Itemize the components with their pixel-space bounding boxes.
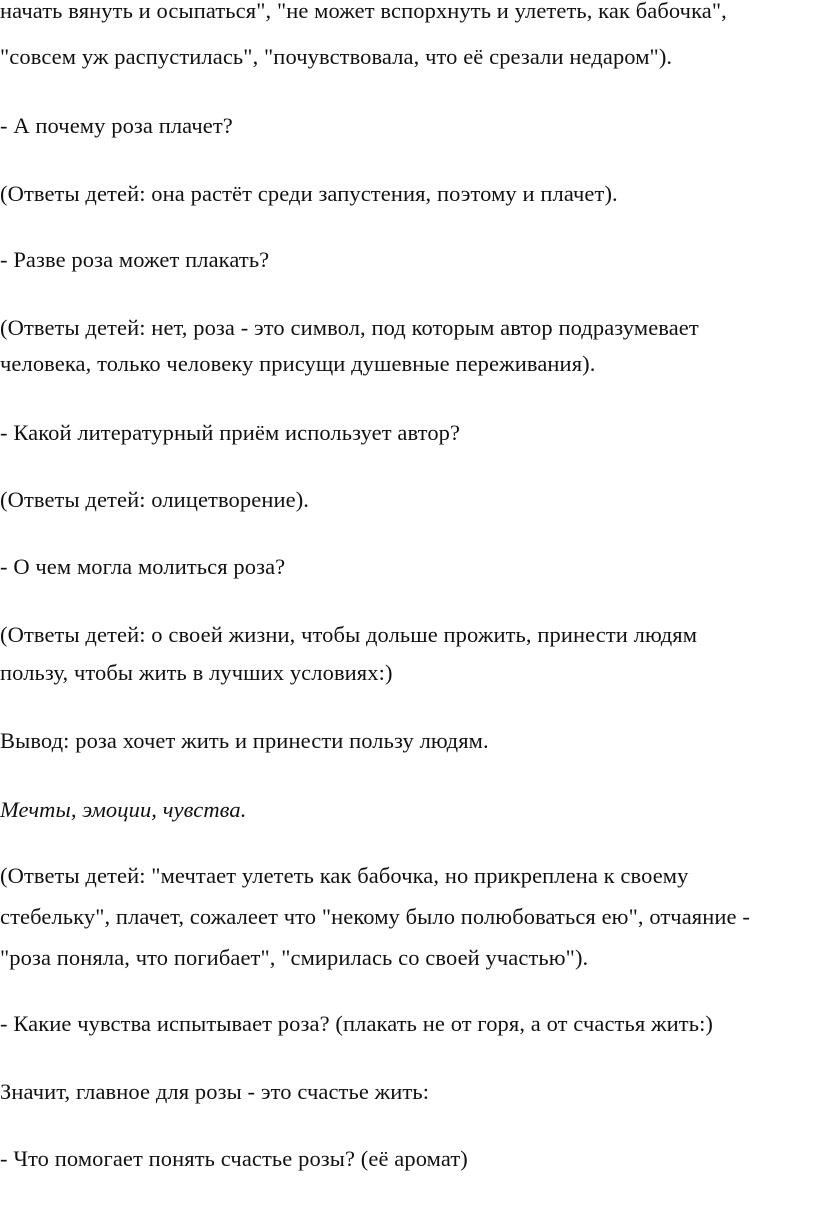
answer-line: (Ответы детей: она растёт среди запустения, поэтому и плачет). — [0, 181, 618, 206]
answer-line: (Ответы детей: "мечтает улететь как бабочка, но прикреплена к своему — [0, 863, 689, 888]
text-line: Значит, главное для розы - это счастье жить: — [0, 1079, 430, 1104]
answer-line: (Ответы детей: нет, роза - это символ, под которым автор подразумевает — [0, 315, 699, 340]
question-line: - Разве роза может плакать? — [0, 247, 270, 272]
answer-line: (Ответы детей: о своей жизни, чтобы дольше прожить, принести людям — [0, 622, 698, 647]
section-heading: Мечты, эмоции, чувства. — [0, 797, 247, 822]
answer-line: пользу, чтобы жить в лучших условиях:) — [0, 660, 393, 685]
text-line: начать вянуть и осыпаться", "не может вспорхнуть и улететь, как бабочка", — [0, 0, 727, 23]
question-line: - О чем могла молиться роза? — [0, 554, 286, 579]
answer-line: "роза поняла, что погибает", "смирилась со своей участью"). — [0, 945, 589, 970]
conclusion-line: Вывод: роза хочет жить и принести пользу людям. — [0, 728, 489, 753]
answer-line: стебельку", плачет, сожалеет что "некому было полюбоваться ею", отчаяние - — [0, 904, 750, 929]
answer-line: человека, только человеку присущи душевные переживания). — [0, 351, 596, 376]
question-line: - Какой литературный приём использует автор? — [0, 420, 461, 445]
text-line: "совсем уж распустилась", "почувствовала, что её срезали недаром"). — [0, 44, 673, 69]
question-line: - Какие чувства испытывает роза? (плакать не от горя, а от счастья жить:) — [0, 1011, 714, 1036]
question-line: - А почему роза плачет? — [0, 113, 233, 138]
question-line: - Что помогает понять счастье розы? (её аромат) — [0, 1146, 468, 1171]
answer-line: (Ответы детей: олицетворение). — [0, 487, 310, 512]
